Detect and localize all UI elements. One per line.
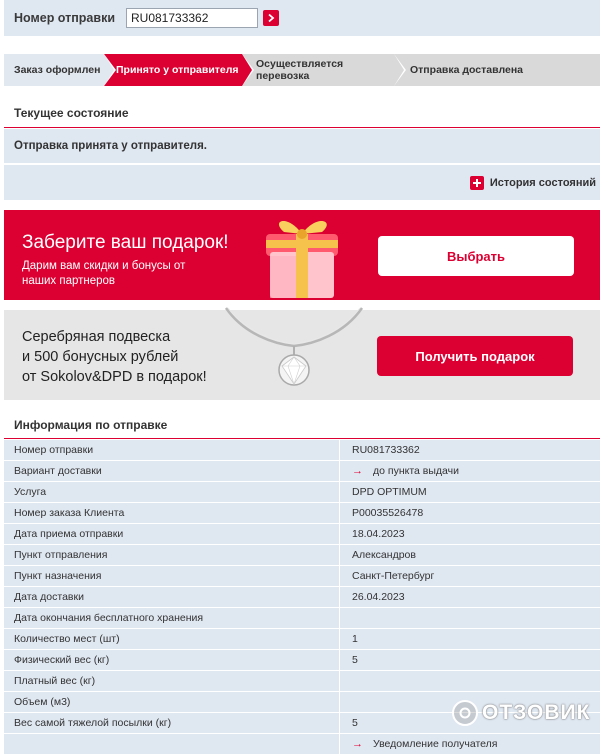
info-value — [340, 482, 600, 502]
info-row — [4, 524, 600, 545]
info-key: Номер заказа Клиента — [4, 503, 340, 523]
pendant-text-line-1: Серебряная подвеска — [22, 329, 171, 345]
chevron-right-icon — [266, 13, 276, 23]
info-value — [340, 734, 600, 754]
info-value — [340, 608, 600, 628]
info-row — [4, 587, 600, 608]
step-in-transit — [242, 54, 394, 86]
info-value-text: до пункта выдачи — [373, 465, 459, 477]
pendant-text-line-3: от Sokolov&DPD в подарок! — [22, 369, 207, 385]
info-value-text: 18.04.2023 — [352, 528, 405, 540]
info-key: Дата доставки — [4, 587, 340, 607]
tracking-number-label: Номер отправки — [14, 11, 116, 25]
pendant-text-line-2: и 500 бонусных рублей — [22, 349, 179, 365]
info-key: Объем (м3) — [4, 692, 340, 712]
otzovik-watermark — [452, 698, 594, 728]
info-row — [4, 482, 600, 503]
gift-box-icon — [240, 210, 370, 300]
step-label: Осуществляется перевозка — [256, 58, 344, 82]
info-key: Номер отправки — [4, 440, 340, 460]
search-submit-button[interactable] — [263, 10, 279, 26]
info-key: Услуга — [4, 482, 340, 502]
step-delivered — [394, 54, 600, 86]
info-value-text: 5 — [352, 654, 358, 666]
plus-icon[interactable] — [470, 176, 484, 190]
info-value — [340, 440, 600, 460]
info-key: Пункт отправления — [4, 545, 340, 565]
info-row — [4, 461, 600, 482]
current-status-heading: Текущее состояние — [4, 106, 600, 128]
info-value — [340, 650, 600, 670]
info-value — [340, 671, 600, 691]
step-label: Принято у отправителя — [116, 64, 239, 76]
tracking-number-input[interactable] — [126, 8, 258, 28]
pendant-promo-banner[interactable] — [4, 310, 600, 400]
info-key: Дата приема отправки — [4, 524, 340, 544]
info-value — [340, 545, 600, 565]
info-value-text: RU081733362 — [352, 444, 420, 456]
arrow-right-icon: → — [352, 738, 363, 750]
info-key — [4, 734, 340, 754]
current-status-text: Отправка принята у отправителя. — [4, 129, 600, 164]
info-row — [4, 608, 600, 629]
shipment-info-heading: Информация по отправке — [4, 418, 600, 439]
info-value-text: 5 — [352, 717, 358, 729]
step-order-placed — [4, 54, 104, 86]
gift-promo-banner[interactable] — [4, 210, 600, 300]
info-value-text: P00035526478 — [352, 507, 424, 519]
info-key: Вес самой тяжелой посылки (кг) — [4, 713, 340, 733]
step-label: Заказ оформлен — [14, 64, 101, 76]
info-key: Физический вес (кг) — [4, 650, 340, 670]
info-value — [340, 587, 600, 607]
info-key: Платный вес (кг) — [4, 671, 340, 691]
arrow-right-icon: → — [352, 465, 363, 477]
info-value — [340, 566, 600, 586]
info-value-text: Александров — [352, 549, 416, 561]
info-value-text: DPD OPTIMUM — [352, 486, 427, 498]
info-row — [4, 440, 600, 461]
info-value — [340, 461, 600, 481]
info-value-text: Уведомление получателя — [373, 738, 498, 750]
step-accepted-from-sender — [104, 54, 242, 86]
status-history-link[interactable]: История состояний — [489, 176, 596, 189]
watermark-text: ОТЗОВИК — [482, 701, 591, 724]
info-key: Вариант доставки — [4, 461, 340, 481]
gift-banner-subtitle: Дарим вам скидки и бонусы от наших партнеров — [22, 260, 186, 287]
info-row — [4, 650, 600, 671]
info-value-text: Санкт-Петербург — [352, 570, 435, 582]
info-row — [4, 566, 600, 587]
info-value — [340, 629, 600, 649]
info-key: Дата окончания бесплатного хранения — [4, 608, 340, 628]
info-row — [4, 671, 600, 692]
otzovik-logo-icon — [452, 700, 478, 726]
delivery-progress-steps — [4, 54, 600, 86]
info-row — [4, 629, 600, 650]
info-key: Пункт назначения — [4, 566, 340, 586]
info-value-text: 26.04.2023 — [352, 591, 405, 603]
status-history-row — [4, 165, 600, 200]
info-value-text: 1 — [352, 633, 358, 645]
tracking-search-bar — [4, 0, 600, 36]
info-row — [4, 545, 600, 566]
get-gift-button[interactable]: Получить подарок — [377, 336, 573, 376]
pendant-image — [214, 310, 374, 400]
info-row — [4, 734, 600, 755]
gift-banner-title: Заберите ваш подарок! — [22, 232, 229, 253]
info-value — [340, 503, 600, 523]
info-key: Количество мест (шт) — [4, 629, 340, 649]
info-row — [4, 503, 600, 524]
info-value — [340, 524, 600, 544]
choose-gift-button[interactable]: Выбрать — [378, 236, 574, 276]
pendant-banner-text — [22, 327, 207, 387]
step-label: Отправка доставлена — [410, 64, 524, 76]
